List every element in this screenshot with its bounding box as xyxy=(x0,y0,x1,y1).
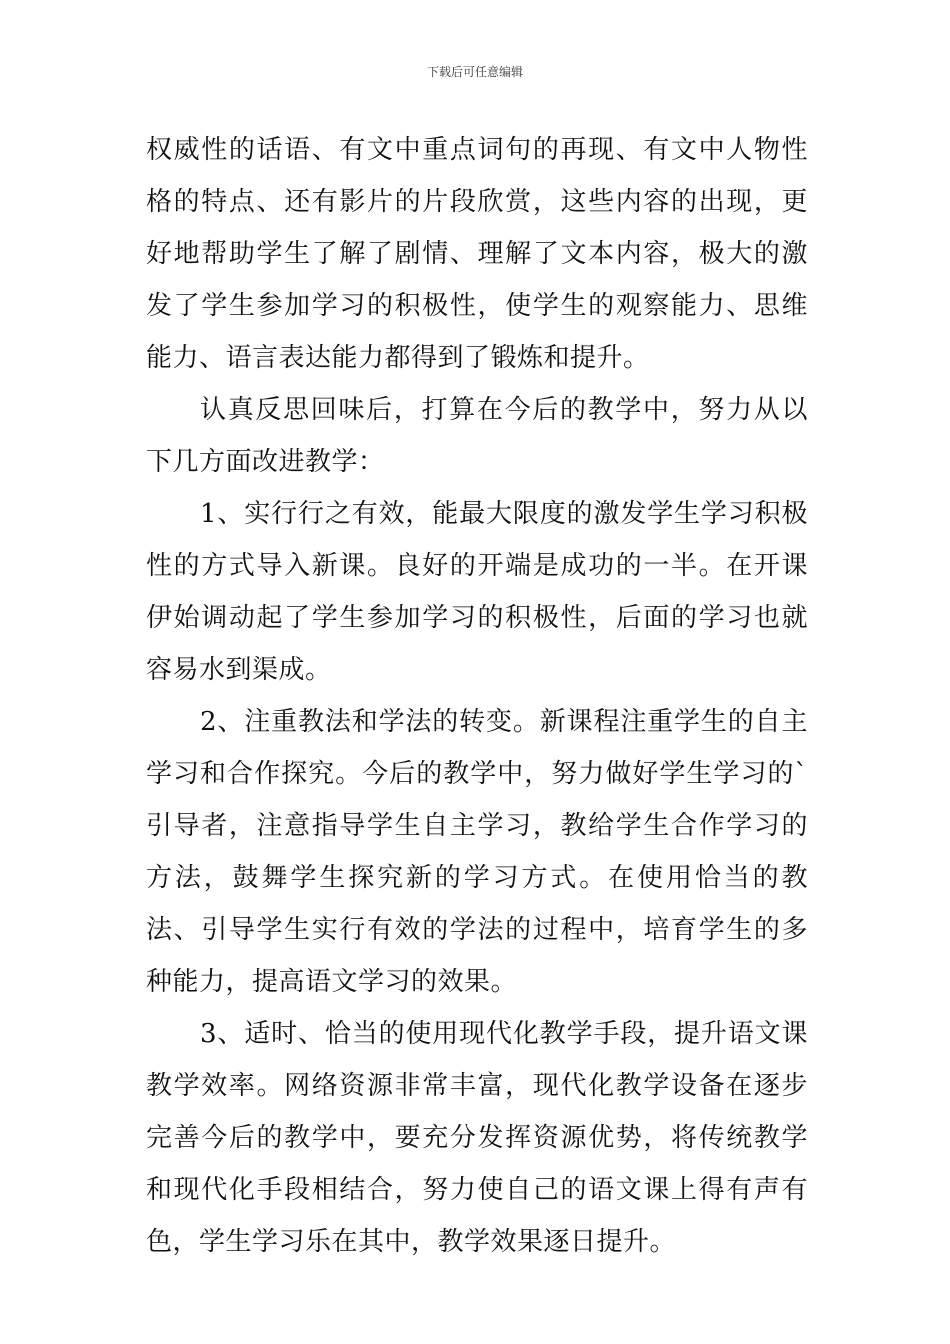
paragraph-continuation: 权威性的话语、有文中重点词句的再现、有文中人物性格的特点、还有影片的片段欣赏，这些内容的出现，更好地帮助学生了解了剧情、理解了文本内容，极大的激发了学生参加学习的积极性，使学生的观察能力、思维能力、语言表达能力都得到了锻炼和提升。 xyxy=(146,135,808,373)
paragraph-reflection: 认真反思回味后，打算在今后的教学中，努力从以下几方面改进教学： xyxy=(146,395,808,477)
document-body xyxy=(146,124,808,1268)
paragraph-point-2: 2、注重教法和学法的转变。新课程注重学生的自主学习和合作探究。今后的教学中，努力做好学生学习的`引导者，注意指导学生自主学习，教给学生合作学习的方法，鼓舞学生探究新的学习方式。在使用恰当的教法、引导学生实行有效的学法的过程中，培育学生的多种能力，提高语文学习的效果。 xyxy=(146,707,808,997)
page-header: 下载后可任意编辑 xyxy=(426,65,523,79)
paragraph-point-1: 1、实行行之有效，能最大限度的激发学生学习积极性的方式导入新课。良好的开端是成功的一半。在开课伊始调动起了学生参加学习的积极性，后面的学习也就容易水到渠成。 xyxy=(146,499,808,685)
paragraph-point-3: 3、适时、恰当的使用现代化教学手段，提升语文课教学效率。网络资源非常丰富，现代化教学设备在逐步完善今后的教学中，要充分发挥资源优势，将传统教学和现代化手段相结合，努力使自己的语文课上得有声有色，学生学习乐在其中，教学效果逐日提升。 xyxy=(146,1019,808,1257)
